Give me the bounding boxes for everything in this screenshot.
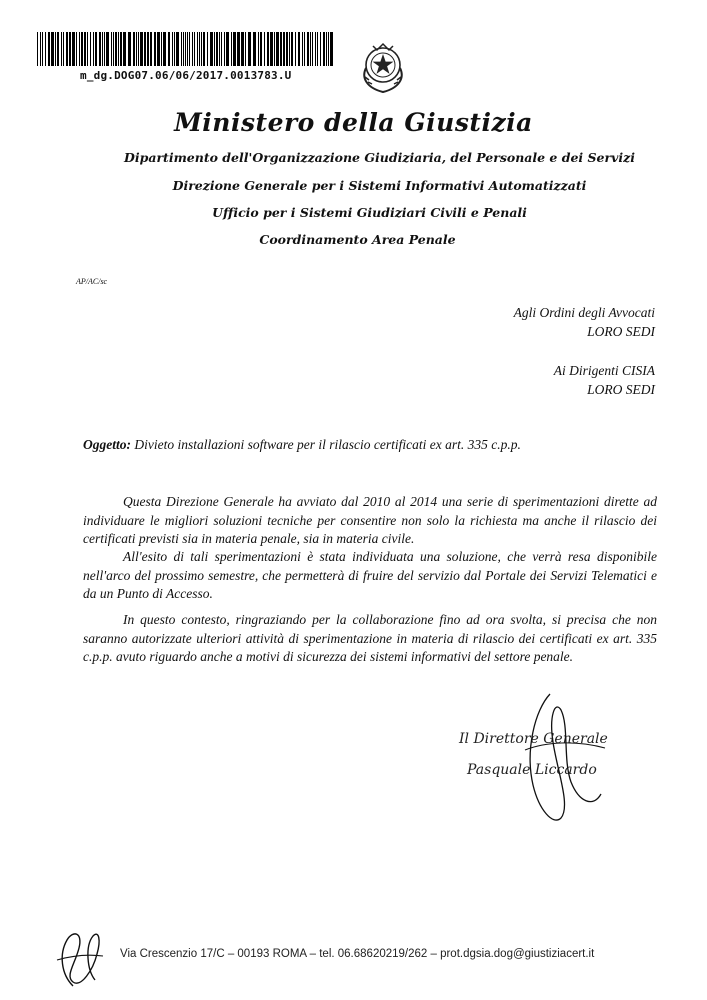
recipient-block [514,303,655,341]
barcode [37,32,333,72]
department-line: Dipartimento dell'Organizzazione Giudiziaria, del Personale e dei Servizi [124,150,635,165]
signatory-title: Il Direttore Generale [459,731,608,747]
office-line: Ufficio per i Sistemi Giudiziari Civili e Penali [212,205,527,220]
subject-line [83,437,521,453]
recipient-line: LORO SEDI [587,382,655,397]
handwritten-signature-icon [505,690,615,830]
signatory-name: Pasquale Liccardo [467,762,597,778]
directorate-line: Direzione Generale per i Sistemi Informativi Automatizzati [172,178,587,193]
protocol-number: m_dg.DOG07.06/06/2017.0013783.U [80,69,292,82]
subject-label: Oggetto: [83,437,131,452]
recipient-line: Ai Dirigenti CISIA [553,363,655,378]
body-paragraph: All'esito di tali sperimentazioni è stata individuata una soluzione, che verrà resa disponibile nell'arco del prossimo semestre, che permetterà di fruire del servizio dal Portale dei Servizi Telematici e da un Punto di Accesso. [83,549,657,602]
subject-text: Divieto installazioni software per il rilascio certificati ex art. 335 c.p.p. [134,437,521,452]
footer-address: Via Crescenzio 17/C – 00193 ROMA – tel. 06.68620219/262 – prot.dgsia.dog@giustiziacert.it [120,948,595,960]
reference-code: AP/AC/sc [76,277,108,286]
ministry-title: Ministero della Giustizia [174,108,533,137]
recipient-block [554,361,655,399]
body-paragraph: Questa Direzione Generale ha avviato dal 2010 al 2014 una serie di sperimentazioni dirette ad individuare le migliori soluzioni tecniche per consentire non solo la richiesta ma anche il rilascio dei certificati previsti sia in materia penale, sia in materia civile. [83,494,657,547]
italian-republic-emblem-icon [357,38,409,96]
recipient-line: LORO SEDI [587,324,655,339]
initials-scribble-icon [53,926,107,988]
body-paragraph: In questo contesto, ringraziando per la collaborazione fino ad ora svolta, si precisa che non saranno autorizzate ulteriori attività di sperimentazione in materia di rilascio dei certificati ex art. 335 c.p.p. avuto riguardo anche a motivi di sicurezza dei sistemi informativi del settore penale. [83,612,657,665]
coordination-line: Coordinamento Area Penale [259,232,456,247]
recipient-line: Agli Ordini degli Avvocati [513,305,655,320]
